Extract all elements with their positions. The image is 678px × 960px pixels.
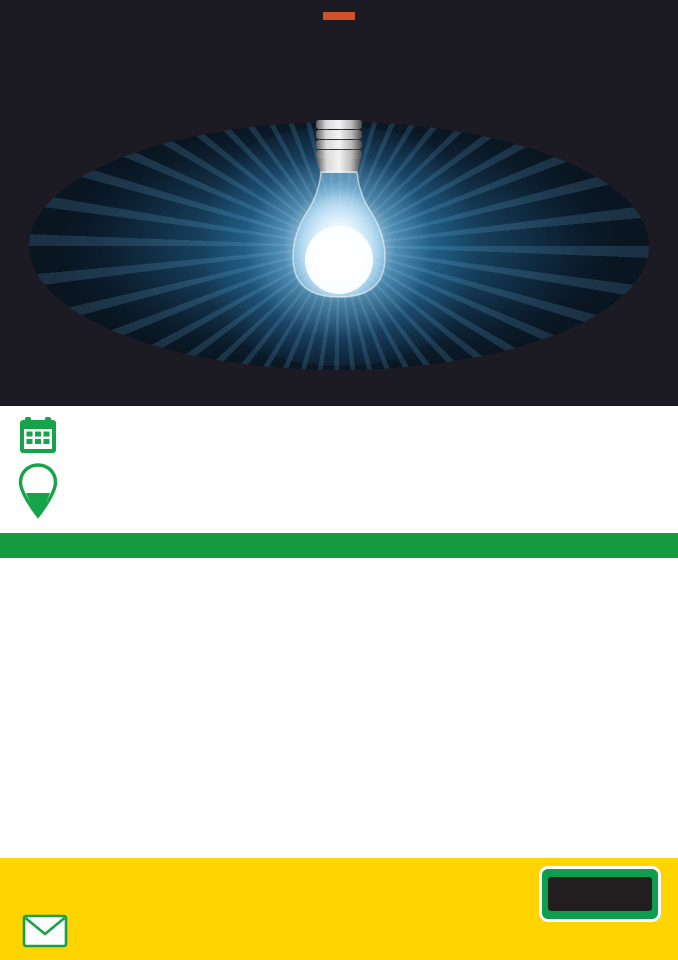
lightbulb-icon: [264, 120, 414, 355]
lightbulb-illustration: [0, 118, 678, 373]
crea-logo: [539, 866, 661, 922]
hero-section: [0, 0, 678, 406]
event-date-row: [18, 415, 72, 455]
event-location-row: [18, 463, 72, 519]
event-info-section: [0, 406, 678, 533]
map-pin-icon: [18, 463, 58, 519]
footer-section: [0, 858, 678, 960]
reserve-banner-wrap: [0, 7, 678, 25]
envelope-icon: [22, 914, 68, 948]
crea-logo-inner: [548, 877, 652, 911]
organizer-block: [534, 863, 666, 926]
reserve-banner: [323, 12, 355, 20]
schedule-list: [0, 558, 678, 568]
contact-email-row[interactable]: [22, 914, 82, 948]
program-header-bar: [0, 533, 678, 558]
program-schedule: [0, 558, 678, 858]
calendar-icon: [18, 415, 58, 455]
